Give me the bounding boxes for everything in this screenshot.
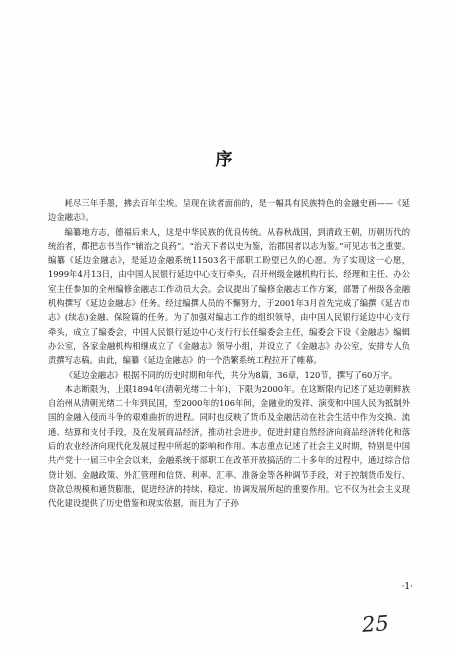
paragraph-2: 编纂地方志，德福后来人，这是中华民族的优良传统。从春秋战国，到清政王朝，历朝历代的统治者，都把志书当作“辅治之良药”。“治天下者以史为鉴，治郡国者以志为鉴。”可见志书之重要。编纂《延边金融志》，是延边金融系统11503名干部职工盼望已久的心愿。为了实现这一心愿，1999年4月13日，由中国人民银行延边中心支行牵头，召开州级金融机构行长、经理和主任、办公室主任参加的全州编修金融志工作动员大会。会议提出了编修金融志工作方案，部署了州级各金融机构撰写《延边金融志》任务。经过编撰人员的不懈努力，于2001年3月首先完成了编撰《延吉市志》(续志)金融、保险篇的任务。为了加强对编志工作的组织领导，由中国人民银行延边中心支行牵头，成立了编委会，中国人民银行延边中心支行行长任编委会主任，编委会下设《金融志》编辑办公室，各家金融机构相继成立了《金融志》领导小组，并设立了《金融志》办公室，安排专人负责撰写志稿。由此，编纂《延边金融志》的一个浩繁系统工程拉开了帷幕。 (48, 226, 410, 366)
handwritten-note: 25 (361, 611, 390, 637)
paragraph-1: 耗尽三年手墨，拂去百年尘埃。呈现在读者面前的，是一幅具有民族特色的金融史画——《延边金融志》。 (48, 198, 410, 223)
page-number: ·1· (401, 582, 413, 592)
paragraph-3: 《延边金融志》根据不同的历史时期和年代，共分为8篇，36章，120节，撰写了60万字。 (64, 369, 398, 380)
paragraph-4: 本志断限为，上限1894年(清朝光绪二十年)，下限为2000年。在这断限内记述了延边朝鲜族自治州从清朝光绪二十年到民国，至2000年的106年间，金融业的发祥、演变和中国人民为抵制外国的金融入侵而斗争的艰难曲折的进程。同时也反映了货币及金融活动在社会生活中作为交换、流通、结算和支付手段，及在发展商品经济，推动社会进步，促进封建自然经济向商品经济转化和落后的农业经济向现代化发展过程中所起的影响和作用。本志重点记述了社会主义时期，特别是中国共产党十一届三中全会以来，金融系统干部职工在改革开放搞活的二十多年的过程中，通过综合信贷计划、金融政策、外汇管理和信贷、利率、汇率、准备金等各种调节手段，对于控制货币发行、贷款总规模和通货膨胀，促进经济的持续、稳定、协调发展所起的重要作用。它不仅为社会主义现代化建设提供了历史借鉴和现实依据，而且为了子孙 (48, 383, 410, 509)
body-text (48, 196, 410, 511)
page-title: 序 (215, 150, 235, 170)
